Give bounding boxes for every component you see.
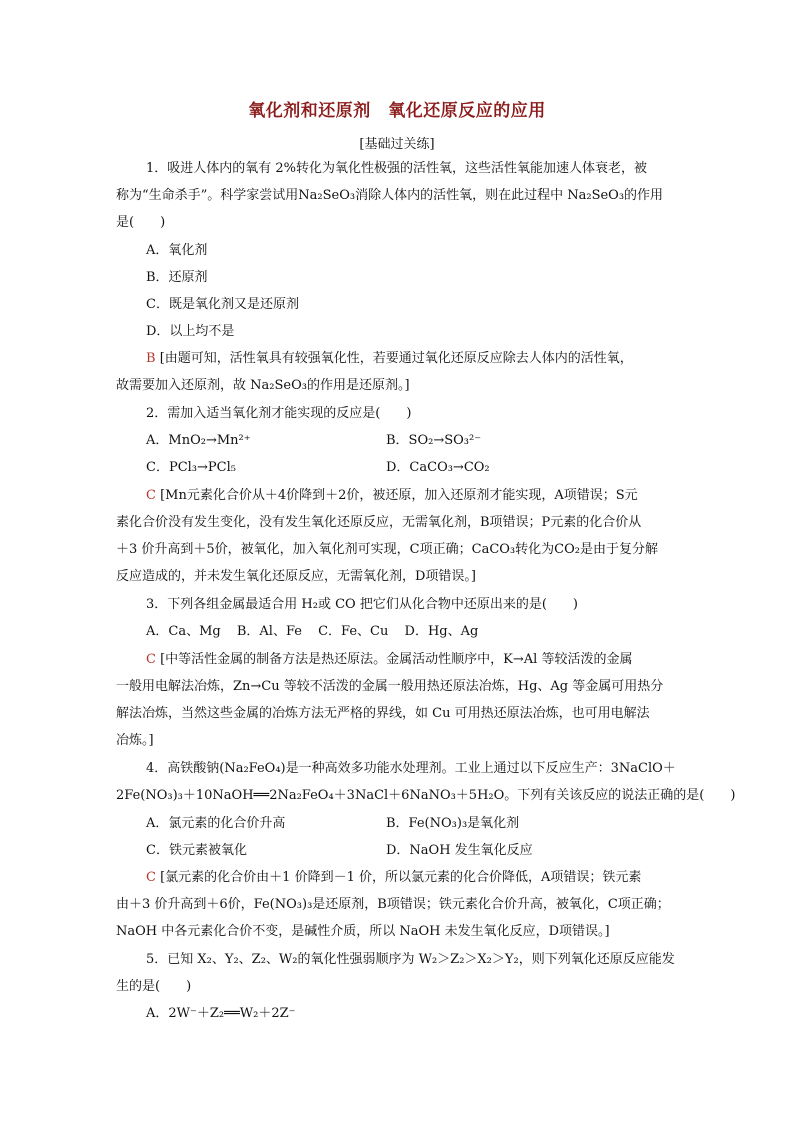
q3-explanation-2: 一般用电解法冶炼，Zn→Cu 等较不活泼的金属一般用热还原法冶炼，Hg、Ag 等金属可用热分 (116, 679, 664, 694)
q1-stem-line-3: 是( ) (116, 215, 166, 230)
q1-option-b: B．还原剂 (146, 270, 208, 285)
q3-explanation-4: 冶炼。] (116, 733, 154, 748)
q2-stem: 2．需加入适当氧化剂才能实现的反应是( ) (146, 406, 412, 421)
q2-explanation-1: [Mn元素化合价从＋4价降到＋2价，被还原，加入还原剂才能实现，A项错误；S元 (160, 488, 638, 503)
q2-answer-line-1 (146, 487, 638, 505)
q3-option-a: A．Ca、Mg (146, 624, 221, 639)
section-heading: [基础过关练] (359, 137, 435, 152)
q3-stem: 3．下列各组金属最适合用 H₂或 CO 把它们从化合物中还原出来的是( ) (146, 597, 578, 612)
q1-option-c: C．既是氧化剂又是还原剂 (146, 297, 299, 312)
q1-option-d: D．以上均不是 (146, 324, 235, 339)
q1-option-a: A．氧化剂 (146, 243, 208, 258)
q2-option-a: A．MnO₂→Mn²⁺ (146, 433, 251, 448)
q1-stem-line-2: 称为“生命杀手”。科学家尝试用Na₂SeO₃消除人体内的活性氧，则在此过程中 Na₂SeO₃的作用 (116, 188, 664, 203)
q1-stem-line-1: 1．吸进人体内的氧有 2%转化为氧化性极强的活性氧，这些活性氧能加速人体衰老，被 (146, 161, 648, 176)
q5-option-a: A．2W⁻＋Z₂══W₂＋2Z⁻ (146, 1006, 296, 1021)
q3-explanation-3: 解法冶炼，当然这些金属的冶炼方法无严格的界线，如 Cu 可用热还原法冶炼，也可用电解法 (116, 706, 650, 721)
q2-option-d: D．CaCO₃→CO₂ (386, 460, 490, 475)
q2-explanation-3: ＋3 价升高到＋5价，被氧化，加入氧化剂可实现，C项正确；CaCO₃转化为CO₂是由于复分解 (116, 542, 658, 557)
q2-option-b: B．SO₂→SO₃²⁻ (386, 433, 482, 448)
q4-stem-line-2: 2Fe(NO₃)₃＋10NaOH══2Na₂FeO₄＋3NaCl＋6NaNO₃＋5H₂O。下列有关该反应的说法正确的是( ) (116, 788, 736, 803)
q4-explanation-1: [氯元素的化合价由＋1 价降到－1 价，所以氯元素的化合价降低，A项错误；铁元素 (160, 870, 642, 885)
q5-stem-line-1: 5．已知 X₂、Y₂、Z₂、W₂的氧化性强弱顺序为 W₂＞Z₂＞X₂＞Y₂，则下列氧化还原反应能发 (146, 952, 675, 967)
q2-explanation-2: 素化合价没有发生变化，没有发生氧化还原反应，无需氧化剂，B项错误；P元素的化合价从 (116, 515, 642, 530)
q4-explanation-3: NaOH 中各元素化合价不变，是碱性介质，所以 NaOH 未发生氧化反应，D项错误。] (116, 924, 610, 939)
q3-explanation-1: [中等活性金属的制备方法是热还原法。金属活动性顺序中，K→Al 等较活泼的金属 (160, 652, 633, 667)
q3-option-b: B．Al、Fe (236, 624, 302, 639)
q1-explanation-1: [由题可知，活性氧具有较强氧化性，若要通过氧化还原反应除去人体内的活性氧， (159, 351, 633, 366)
q5-stem-line-2: 生的是( ) (116, 979, 192, 994)
q4-option-a: A．氯元素的化合价升高 (146, 816, 286, 831)
q4-stem-line-1: 4．高铁酸钠(Na₂FeO₄)是一种高效多功能水处理剂。工业上通过以下反应生产：3NaClO＋ (146, 761, 676, 776)
q4-option-c: C．铁元素被氧化 (146, 843, 247, 858)
q3-answer-line-1 (146, 651, 632, 669)
page-title: 氧化剂和还原剂 氧化还原反应的应用 (248, 101, 546, 121)
q1-answer-letter: B (146, 351, 156, 366)
q3-option-c: C．Fe、Cu (318, 624, 389, 639)
q4-answer-letter: C (146, 870, 156, 885)
q2-option-c: C．PCl₃→PCl₅ (146, 460, 236, 475)
q2-explanation-4: 反应造成的，并未发生氧化还原反应，无需氧化剂，D项错误。] (116, 569, 476, 584)
q1-explanation-2: 故需要加入还原剂，故 Na₂SeO₃的作用是还原剂。] (116, 378, 410, 393)
q4-option-b: B．Fe(NO₃)₃是氧化剂 (386, 816, 520, 831)
q3-option-d: D．Hg、Ag (404, 624, 479, 639)
q2-answer-letter: C (146, 488, 156, 503)
q3-options (146, 623, 478, 641)
q3-answer-letter: C (146, 652, 156, 667)
q4-explanation-2: 由＋3 价升高到＋6价，Fe(NO₃)₃是还原剂，B项错误；铁元素化合价升高，被氧化，C项正确； (116, 897, 670, 912)
q4-answer-line-1 (146, 869, 641, 887)
q1-answer-line-1 (146, 350, 633, 368)
q4-option-d: D．NaOH 发生氧化反应 (386, 843, 533, 858)
